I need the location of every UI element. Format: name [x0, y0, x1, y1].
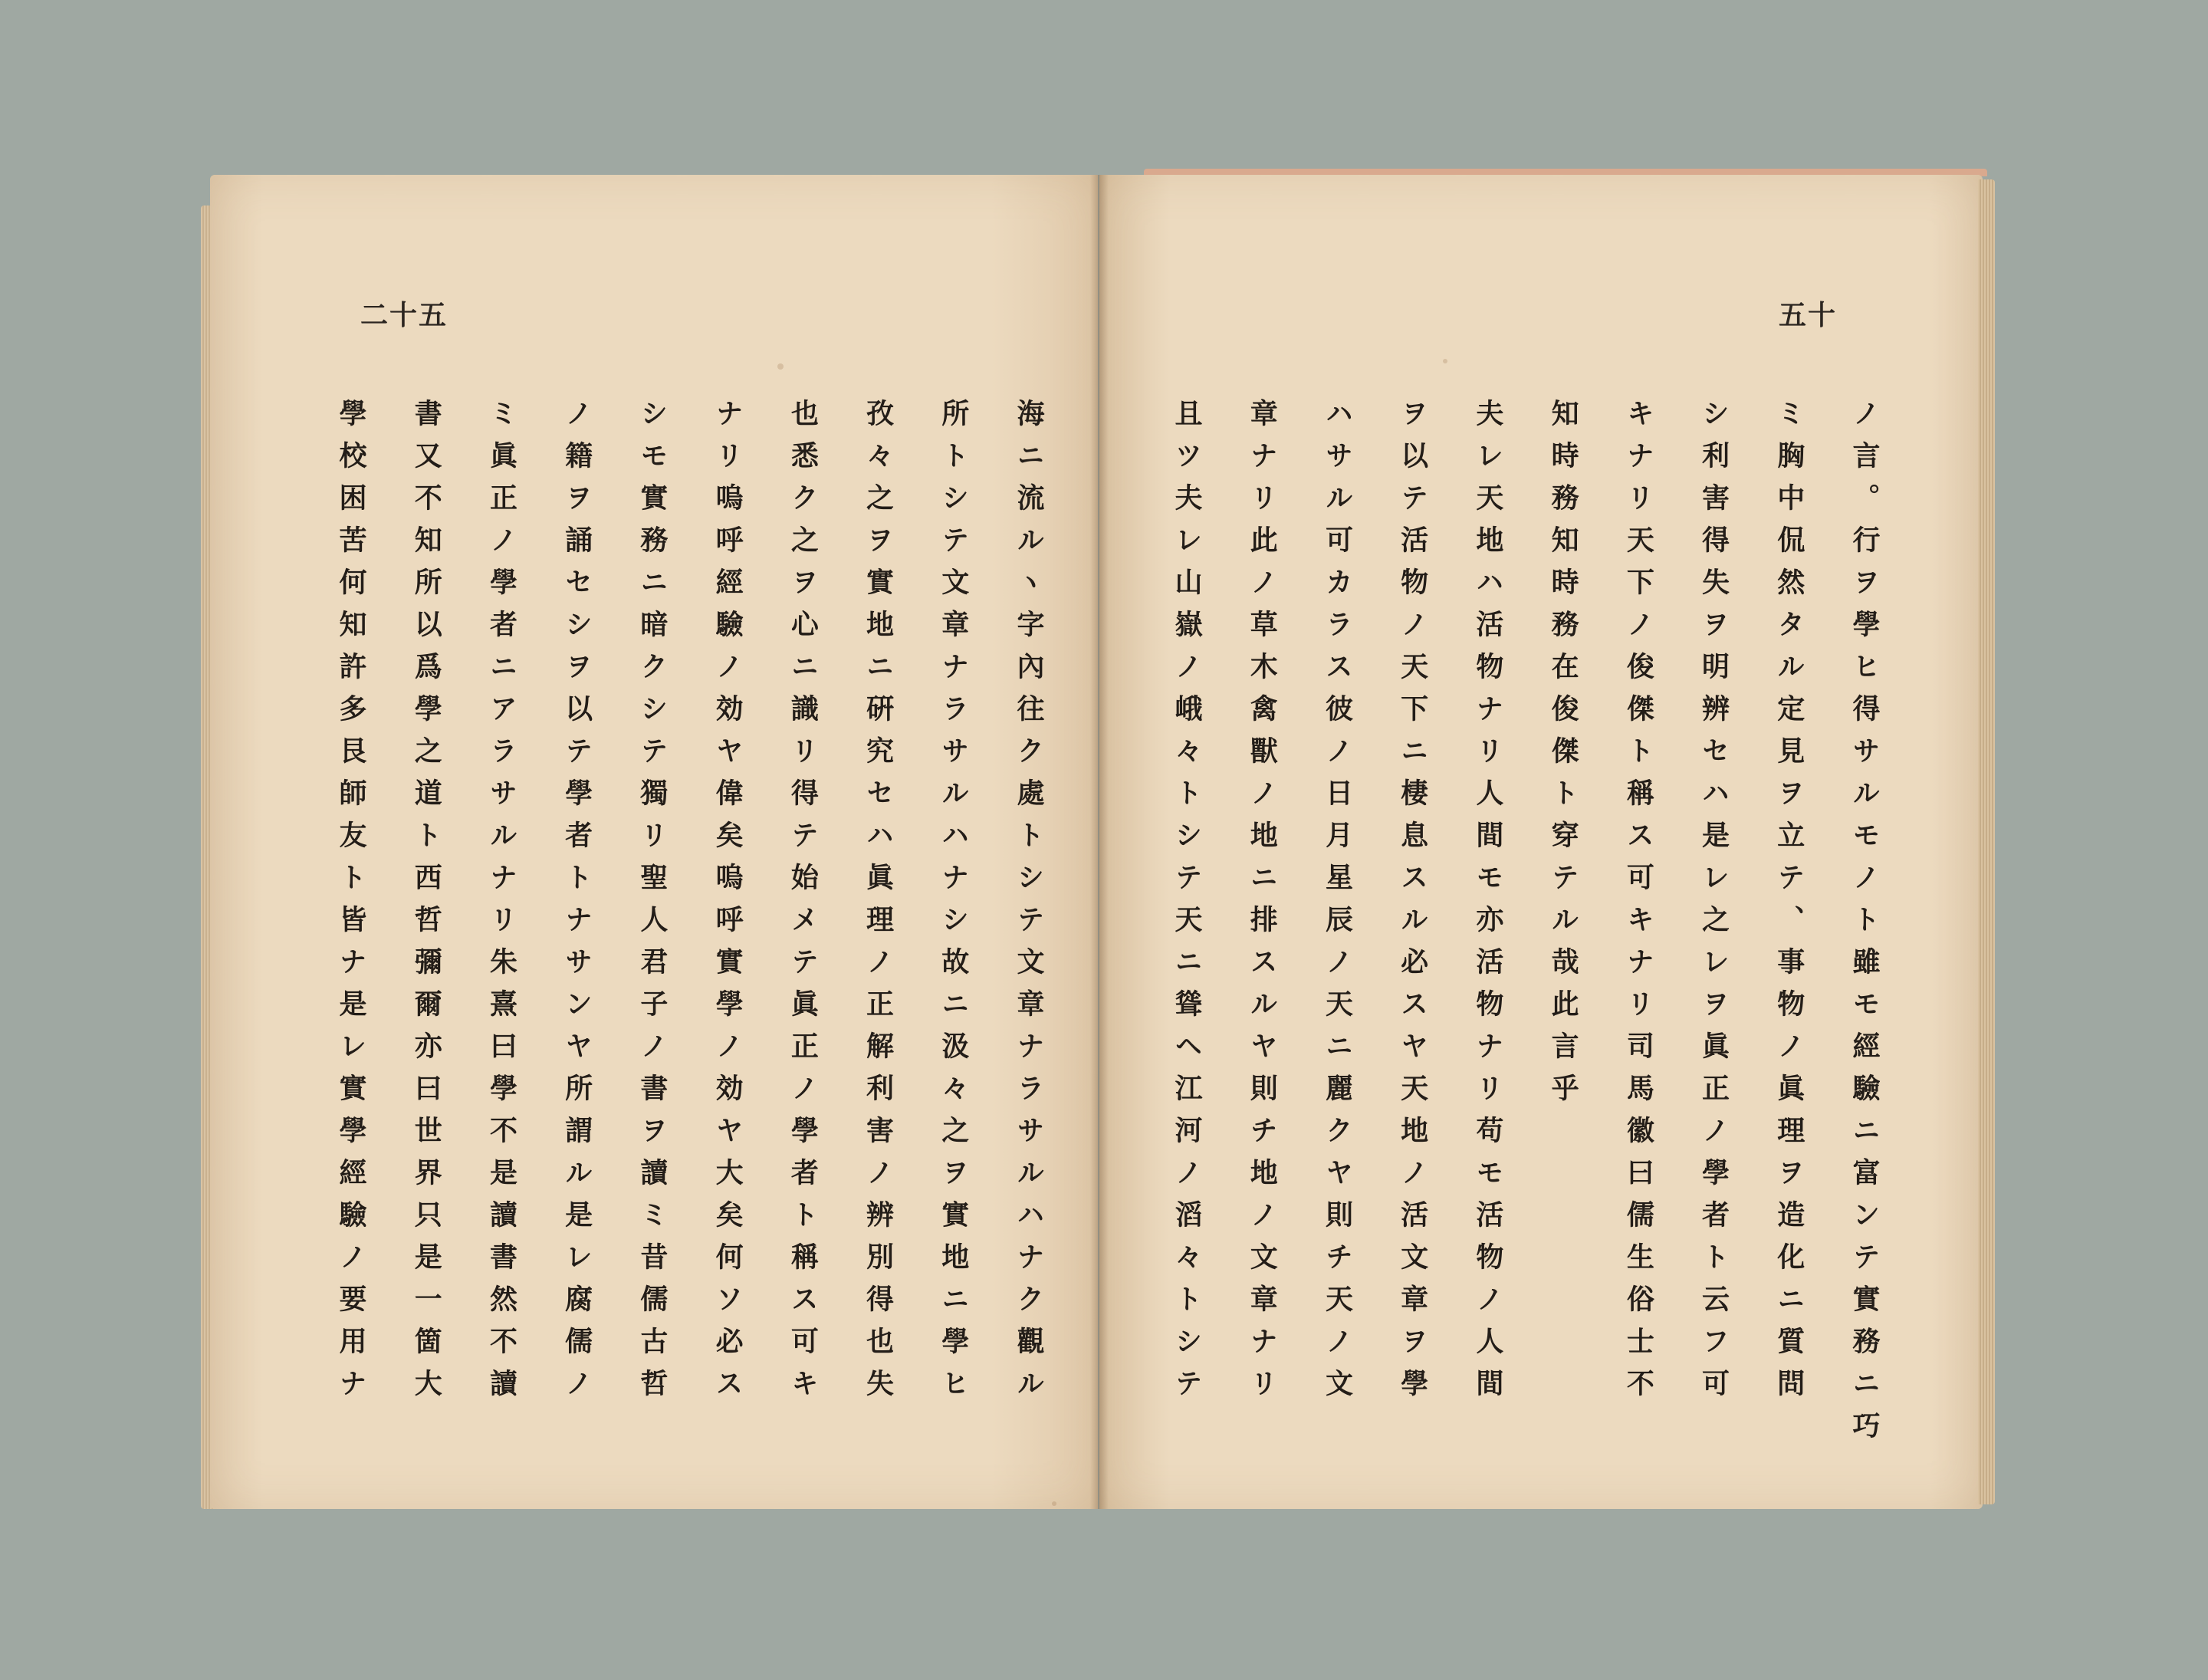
text-column: 書又不知所以爲學之道ト西哲彌爾亦曰世界只是一箇大 — [410, 399, 443, 1411]
text-column: 也悉ク之ヲ心ニ識リ得テ始メテ眞正ノ學者ト稱ス可キ — [787, 399, 820, 1411]
paper-spot — [1443, 359, 1447, 363]
text-column: 海ニ流ルヽ字內往ク處トシテ文章ナラサルハナク觀ル — [1012, 399, 1045, 1411]
text-column: 學校困苦何知許多艮師友ト皆ナ是レ實學經驗ノ要用ナ — [335, 399, 367, 1411]
right-page-edges — [1978, 179, 1995, 1504]
text-column: ハサル可カラス彼ノ日月星辰ノ天ニ麗クヤ則チ天ノ文 — [1321, 399, 1354, 1411]
text-column: 且ツ夫レ山嶽ノ峨々トシテ天ニ聳ヘ江河ノ滔々トシテ — [1171, 399, 1203, 1411]
text-column: ミ眞正ノ學者ニアラサルナリ朱熹曰學不是讀書然不讀 — [485, 399, 518, 1411]
text-column: ノ言。行ヲ學ヒ得サルモノト雖モ經驗ニ富ンテ實務ニ巧 — [1848, 399, 1881, 1453]
text-column: 章ナリ此ノ草木禽獸ノ地ニ排スルヤ則チ地ノ文章ナリ — [1246, 399, 1279, 1411]
text-column: シ利害得失ヲ明辨セハ是レ之レヲ眞正ノ學者ト云フ可 — [1697, 399, 1730, 1411]
text-column: キナリ天下ノ俊傑ト稱ス可キナリ司馬徽曰儒生俗士不 — [1622, 399, 1655, 1411]
text-column: シモ實務ニ暗クシテ獨リ聖人君子ノ書ヲ讀ミ昔儒古哲 — [636, 399, 669, 1411]
right-page-text — [1171, 399, 1881, 1453]
text-column: 知時務知時務在俊傑ト穿テル哉此言乎 — [1547, 399, 1580, 1116]
book-gutter — [1090, 175, 1109, 1509]
text-column: ナリ嗚呼經驗ノ効ヤ偉矣嗚呼實學ノ効ヤ大矣何ソ必ス — [711, 399, 744, 1411]
paper-spot — [777, 363, 784, 370]
text-column: 所トシテ文章ナラサルハナシ故ニ汲々之ヲ實地ニ學ヒ — [937, 399, 970, 1411]
text-column: 夫レ天地ハ活物ナリ人間モ亦活物ナリ苟モ活物ノ人間 — [1471, 399, 1504, 1411]
left-page-text — [337, 399, 1043, 1419]
page-number-right: 五十 — [1779, 299, 1838, 331]
text-column: ノ籍ヲ誦セシヲ以テ學者トナサンヤ所謂ル是レ腐儒ノ — [560, 399, 593, 1411]
paper-spot — [1052, 1501, 1056, 1506]
text-column: 孜々之ヲ實地ニ硏究セハ眞理ノ正解利害ノ辨別得也失 — [862, 399, 895, 1411]
text-column: ヲ以テ活物ノ天下ニ棲息スル必スヤ天地ノ活文章ヲ學 — [1396, 399, 1429, 1411]
page-number-left: 二十五 — [360, 299, 449, 331]
text-column: ミ胸中侃然タル定見ヲ立テ、事物ノ眞理ヲ造化ニ質問 — [1773, 399, 1806, 1411]
